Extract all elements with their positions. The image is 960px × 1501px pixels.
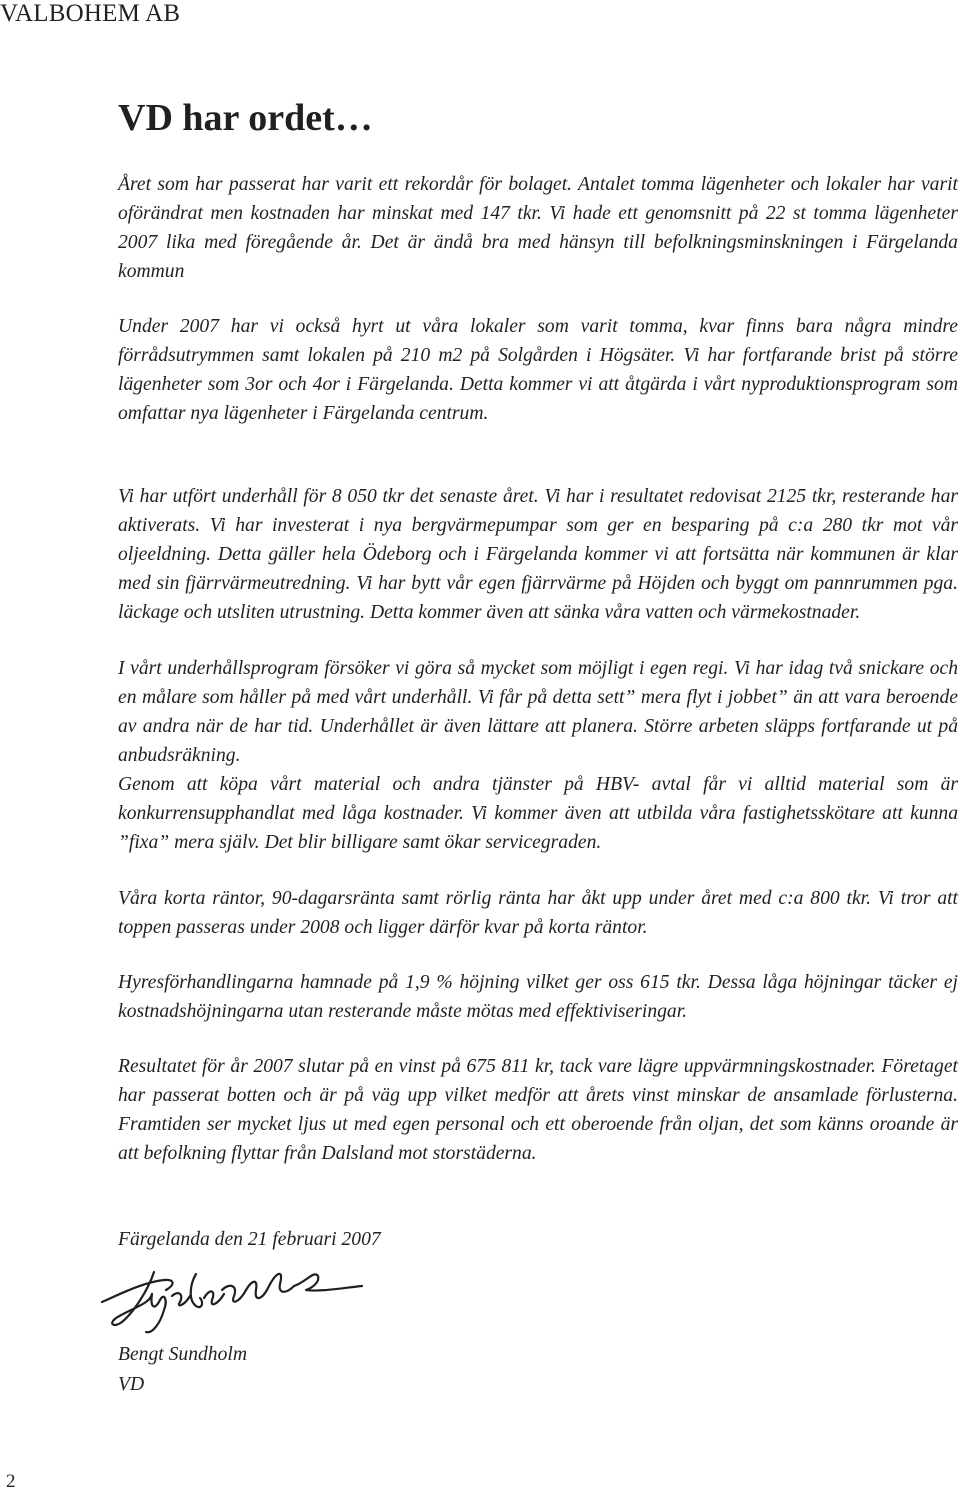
paragraph-segment: Detta kommer vi att åtgärda i vårt nyproduktionsprogram som omfattar nya lägenheter i Färgelanda centrum. bbox=[118, 374, 958, 424]
signer-name: Bengt Sundholm bbox=[118, 1344, 247, 1365]
paragraph-segment: Dessa låga höjningar täcker ej kostnadshöjningarna utan resterande måste mötas med effektiviseringar. bbox=[118, 972, 958, 1022]
paragraph-segment: Under 2007 har vi också hyrt ut våra lokaler som varit tomma, kvar finns bara några mindre förrådsutrymmen samt lokalen på 210 m2 på Solgården i Högsäter. bbox=[118, 316, 958, 366]
paragraph-segment: Det är ändå bra med hänsyn till befolkningsminskningen i Färgelanda kommun bbox=[118, 232, 958, 282]
paragraph-segment: Underhållet är även lättare att planera. Större arbeten släpps fortfarande ut på anbudsräkning. bbox=[118, 716, 958, 766]
paragraph-segment: Våra korta räntor, 90-dagarsränta samt rörlig ränta har åkt upp under året med c:a 800 tkr. bbox=[118, 888, 878, 909]
paragraph-6 bbox=[118, 968, 958, 1026]
signature-image bbox=[92, 1260, 372, 1342]
paragraph-segment: Genom att köpa vårt material och andra tjänster på HBV- avtal får vi alltid material som är konkurrensupphandlat med låga kostnader. bbox=[118, 774, 958, 824]
paragraph-segment: Resultatet för år 2007 slutar på en vinst på 675 811 kr, tack vare lägre uppvärmningskostnader. Företaget har passerat botten och är på väg upp vilket medför att årets vinst minskar de ansamlade förlusterna. Framtiden ser mycket ljus ut med egen personal och ett oberoende från oljan, det som känns oroande är att befolkning flyttar från Dalsland mot storstäderna. bbox=[118, 1056, 958, 1164]
paragraph-segment: Vi tror att toppen passeras under 2008 och ligger därför kvar på korta räntor. bbox=[118, 888, 959, 938]
page-title: VD har ordet… bbox=[118, 97, 373, 139]
signer-block bbox=[118, 1340, 247, 1400]
paragraph-segment: Hyresförhandlingarna hamnade på 1,9 % höjning vilket ger oss 615 tkr. bbox=[118, 972, 708, 993]
signer-title: VD bbox=[118, 1374, 145, 1395]
paragraph-1 bbox=[118, 170, 958, 286]
paragraph-segment: Vi har utfört underhåll för 8 050 tkr det senaste året. bbox=[118, 486, 545, 507]
company-name: VALBOHEM AB bbox=[0, 0, 181, 27]
paragraph-segment: Vi får på detta sett” mera flyt i jobbet” än att vara beroende av andra när de har tid. bbox=[118, 687, 958, 737]
paragraph-segment: Året som har passerat har varit ett rekordår för bolaget. Antalet tomma lägenheter och lokaler har varit oförändrat men kostnaden har minskat med 147 tkr. Vi hade ett genomsnitt på 22 st tomma lägenheter 2007 lika med föregående år. bbox=[118, 174, 958, 253]
paragraph-segment: Vi har i resultatet redovisat 2125 tkr, resterande har aktiverats. bbox=[118, 486, 958, 536]
paragraph-4 bbox=[118, 654, 958, 857]
paragraph-5 bbox=[118, 884, 958, 942]
place-date: Färgelanda den 21 februari 2007 bbox=[118, 1229, 381, 1250]
paragraph-segment: Vi har investerat i nya bergvärmepumpar som ger en besparing på c:a 280 tkr mot vår oljeeldning. bbox=[118, 515, 959, 565]
paragraph-3 bbox=[118, 482, 958, 627]
paragraph-2 bbox=[118, 312, 958, 428]
paragraph-segment: I vårt underhållsprogram försöker vi göra så mycket som möjligt i egen regi. bbox=[118, 658, 734, 679]
paragraph-segment: Vi kommer även att utbilda våra fastighetsskötare att kunna ”fixa” mera själv. Det blir billigare samt ökar servicegraden. bbox=[118, 803, 958, 853]
paragraph-segment: Vi har bytt vår egen fjärrvärme på Höjden och byggt om pannrummen pga. läckage och utsliten utrustning. Detta kommer även att sänka våra vatten och värmekostnader. bbox=[118, 573, 958, 623]
paragraph-7 bbox=[118, 1052, 958, 1168]
paragraph-segment: Vi har idag två snickare och en målare som håller på med vårt underhåll. bbox=[118, 658, 958, 708]
paragraph-segment: Vi har fortfarande brist på större lägenheter som 3or och 4or i Färgelanda. bbox=[118, 345, 959, 395]
page-number: 2 bbox=[6, 1471, 16, 1492]
paragraph-segment: Detta gäller hela Ödeborg och i Färgelanda kommer vi att fortsätta när kommunen är klar med sin fjärrvärmeutredning. bbox=[118, 544, 958, 594]
